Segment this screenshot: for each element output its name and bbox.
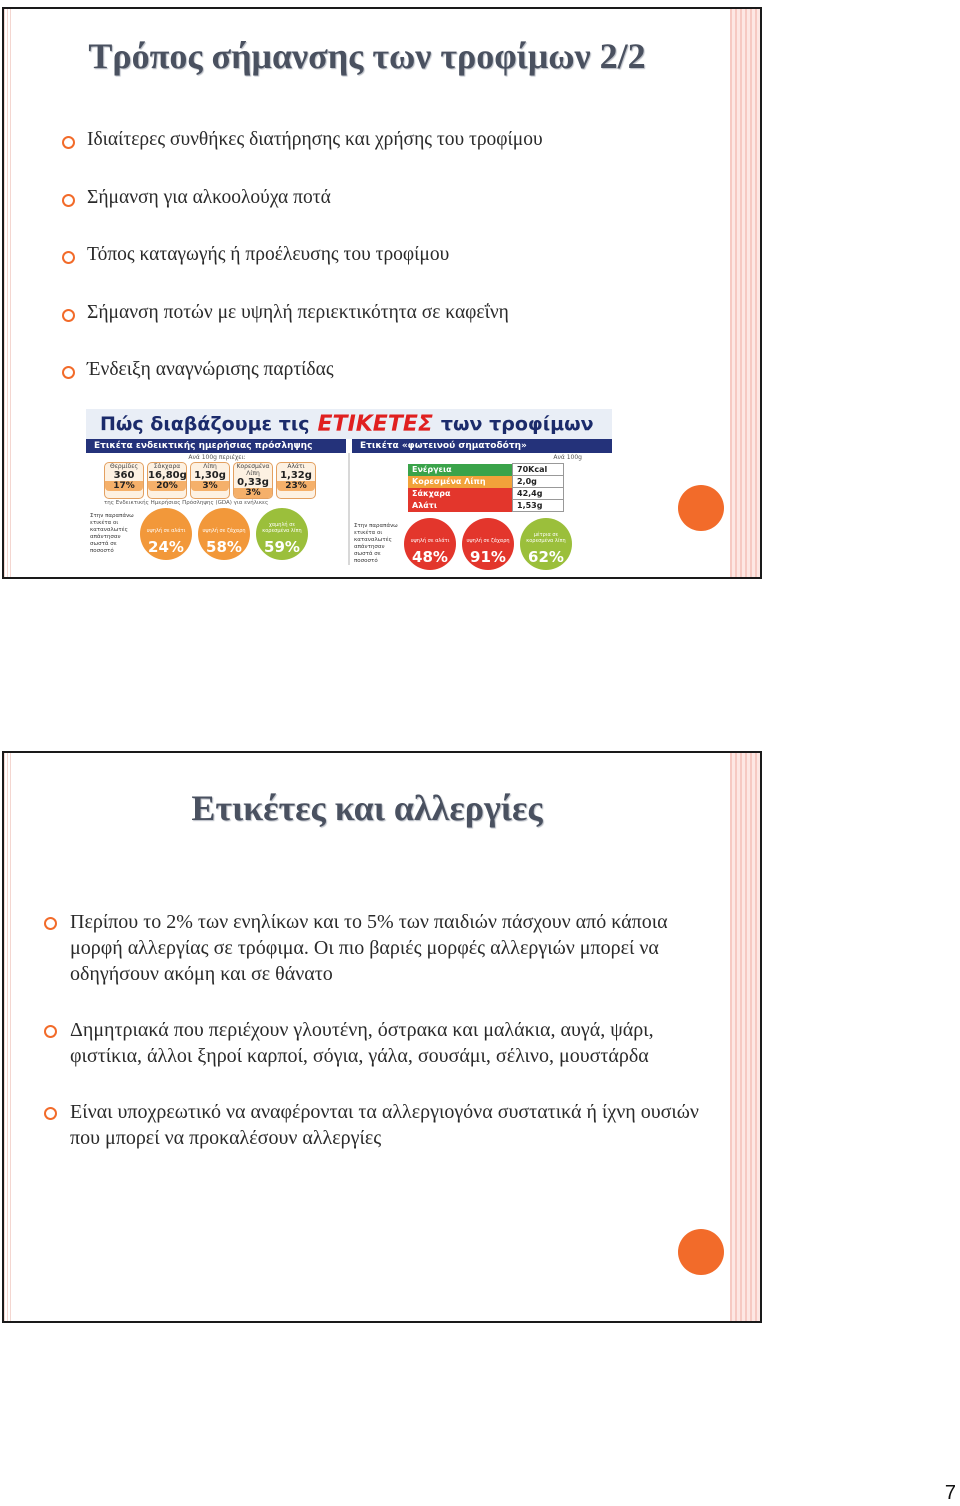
result-circle bbox=[198, 508, 250, 560]
infographic-panels bbox=[86, 453, 612, 565]
nutrient-value: 2,0g bbox=[513, 476, 564, 488]
nutrient-value: 70Kcal bbox=[513, 464, 564, 476]
bullet-circle-icon bbox=[62, 194, 75, 207]
nutrient-name: Κορεσμένα Λίπη bbox=[408, 476, 513, 488]
gda-cell bbox=[190, 462, 230, 499]
gda-percent: 17% bbox=[105, 481, 143, 491]
page-number: 7 bbox=[944, 1482, 956, 1504]
slide-left-border bbox=[4, 753, 13, 1321]
bullet-text: Περίπου το 2% των ενηλίκων και το 5% των παιδιών πάσχουν από κάποια μορφή αλλεργίας σε τρόφιμα. Οι πιο βαριές μορφές αλλεργιών μπορεί να οδηγήσουν ακόμη και σε θάνατο bbox=[70, 911, 668, 985]
per-100g-note: Ανά 100g bbox=[553, 454, 582, 461]
slide-stripe-decoration bbox=[730, 9, 760, 577]
table-row bbox=[408, 500, 564, 512]
bullet-text: Είναι υποχρεωτικό να αναφέρονται τα αλλεργιογόνα συστατικά ή ίχνη ουσιών που μπορεί να προκαλέσουν αλλεργίες bbox=[70, 1101, 699, 1149]
gda-cell bbox=[233, 462, 273, 499]
bullet-text: Ιδιαίτερες συνθήκες διατήρησης και χρήσης του τροφίμου bbox=[87, 129, 543, 150]
bullet-circle-icon bbox=[62, 136, 75, 149]
nutrient-name: Σάκχαρα bbox=[408, 488, 513, 500]
bullet-text: Σήμανση ποτών με υψηλή περιεκτικότητα σε καφεΐνη bbox=[87, 301, 509, 323]
list-item bbox=[44, 1099, 704, 1151]
list-item bbox=[62, 244, 702, 302]
result-note: Στην παραπάνω ετικέτα οι καταναλωτές απάντησαν σωστά σε ποσοστό bbox=[354, 523, 398, 564]
gda-name: Αλάτι bbox=[287, 463, 305, 470]
result-circle bbox=[462, 518, 514, 570]
gda-name: Σάκχαρα bbox=[153, 463, 181, 470]
bullet-circle-icon bbox=[44, 1107, 57, 1120]
circle-caption: μέτρια σε κορεσμένα λίπη bbox=[526, 532, 566, 544]
infographic-title-post: των τροφίμων bbox=[440, 413, 594, 435]
result-circle bbox=[140, 508, 192, 560]
traffic-light-label-header: Ετικέτα «φωτεινού σηματοδότη» bbox=[346, 439, 612, 453]
gda-value: 0,33g bbox=[237, 477, 269, 488]
table-row bbox=[408, 464, 564, 476]
slide-stripe-decoration bbox=[730, 753, 760, 1321]
circle-value: 59% bbox=[264, 538, 300, 556]
gda-panel bbox=[86, 453, 348, 565]
circle-value: 91% bbox=[470, 548, 506, 566]
nutrient-name: Αλάτι bbox=[408, 500, 513, 512]
food-label-infographic bbox=[86, 409, 612, 565]
list-item bbox=[62, 129, 702, 187]
bullet-circle-icon bbox=[62, 251, 75, 264]
circle-caption: υψηλή σε αλάτι bbox=[146, 528, 186, 534]
nutrient-value: 1,53g bbox=[513, 500, 564, 512]
gda-percent: 20% bbox=[148, 481, 186, 491]
gda-cell bbox=[104, 462, 144, 499]
bullet-circle-icon bbox=[62, 366, 75, 379]
bullet-text: Σήμανση για αλκοολούχα ποτά bbox=[87, 186, 331, 208]
list-item bbox=[62, 359, 702, 417]
orange-dot-decoration bbox=[678, 485, 724, 531]
bullet-circle-icon bbox=[44, 1025, 57, 1038]
gda-value: 16,80g bbox=[148, 470, 187, 481]
nutrient-value: 42,4g bbox=[513, 488, 564, 500]
slide-2 bbox=[2, 751, 762, 1323]
infographic-title bbox=[86, 409, 612, 439]
slide-title: Τρόπος σήμανσης των τροφίμων 2/2 bbox=[88, 36, 646, 76]
traffic-result-circles bbox=[350, 518, 612, 570]
slide-title: Ετικέτες και αλλεργίες bbox=[191, 788, 543, 828]
circle-value: 48% bbox=[412, 548, 448, 566]
gda-value: 360 bbox=[113, 470, 135, 481]
slide-1 bbox=[2, 7, 762, 579]
gda-name: Κορεσμένα Λίπη bbox=[236, 463, 270, 477]
circle-value: 58% bbox=[206, 538, 242, 556]
list-item bbox=[44, 1017, 704, 1069]
list-item bbox=[62, 187, 702, 245]
gda-label-header: Ετικέτα ενδεικτικής ημερήσιας πρόσληψης bbox=[86, 439, 346, 453]
gda-value: 1,30g bbox=[194, 470, 226, 481]
bullet-text: Δημητριακά που περιέχουν γλουτένη, όστρακα και μαλάκια, αυγά, ψάρι, φιστίκια, άλλοι ξηροί καρποί, σόγια, γάλα, σουσάμι, σέλινο, μουστάρδα bbox=[70, 1019, 654, 1067]
result-note: Στην παραπάνω ετικέτα οι καταναλωτές απάντησαν σωστά σε ποσοστό bbox=[90, 513, 134, 554]
list-item bbox=[62, 302, 702, 360]
bullet-list bbox=[44, 909, 704, 1181]
circle-caption: υψηλή σε ζάχαρη bbox=[202, 528, 246, 534]
circle-caption: χαμηλή σε κορεσμένα λίπη bbox=[262, 522, 302, 534]
infographic-title-highlight: ΕΤΙΚΕΤΕΣ bbox=[317, 411, 433, 437]
gda-percent: 23% bbox=[277, 481, 315, 491]
gda-name: Λίπη bbox=[203, 463, 217, 470]
gda-cell bbox=[276, 462, 316, 499]
per-100g-note: Ανά 100g περιέχει: bbox=[188, 454, 246, 461]
result-circle bbox=[520, 518, 572, 570]
circle-value: 62% bbox=[528, 548, 564, 566]
result-circle bbox=[256, 508, 308, 560]
gda-result-circles bbox=[86, 508, 348, 560]
bullet-text: Τόπος καταγωγής ή προέλευσης του τροφίμου bbox=[87, 244, 450, 265]
gda-footnote: της Ενδεικτικής Ημερήσιας Πρόσληψης (GDA) για ενήλικες bbox=[104, 500, 269, 506]
circle-caption: υψηλή σε αλάτι bbox=[410, 538, 450, 544]
bullet-list bbox=[62, 129, 702, 417]
circle-caption: υψηλή σε ζάχαρη bbox=[466, 538, 510, 544]
circle-value: 24% bbox=[148, 538, 184, 556]
bullet-circle-icon bbox=[62, 309, 75, 322]
nutrient-name: Ενέργεια bbox=[408, 464, 513, 476]
gda-name: Θερμίδες bbox=[109, 463, 139, 470]
infographic-subheaders bbox=[86, 439, 612, 453]
orange-dot-decoration bbox=[678, 1229, 724, 1275]
table-row bbox=[408, 488, 564, 500]
gda-cells bbox=[86, 462, 348, 499]
bullet-circle-icon bbox=[44, 917, 57, 930]
result-circle bbox=[404, 518, 456, 570]
gda-percent: 3% bbox=[234, 488, 272, 498]
gda-percent: 3% bbox=[191, 481, 229, 491]
traffic-light-panel bbox=[348, 453, 612, 565]
bullet-text: Ένδειξη αναγνώρισης παρτίδας bbox=[87, 359, 334, 380]
infographic-title-pre: Πώς διαβάζουμε τις bbox=[100, 413, 310, 435]
gda-value: 1,32g bbox=[280, 470, 312, 481]
table-row bbox=[408, 476, 564, 488]
list-item bbox=[44, 909, 704, 987]
slide-left-border bbox=[4, 9, 13, 577]
traffic-light-table bbox=[408, 463, 564, 512]
gda-cell bbox=[147, 462, 187, 499]
